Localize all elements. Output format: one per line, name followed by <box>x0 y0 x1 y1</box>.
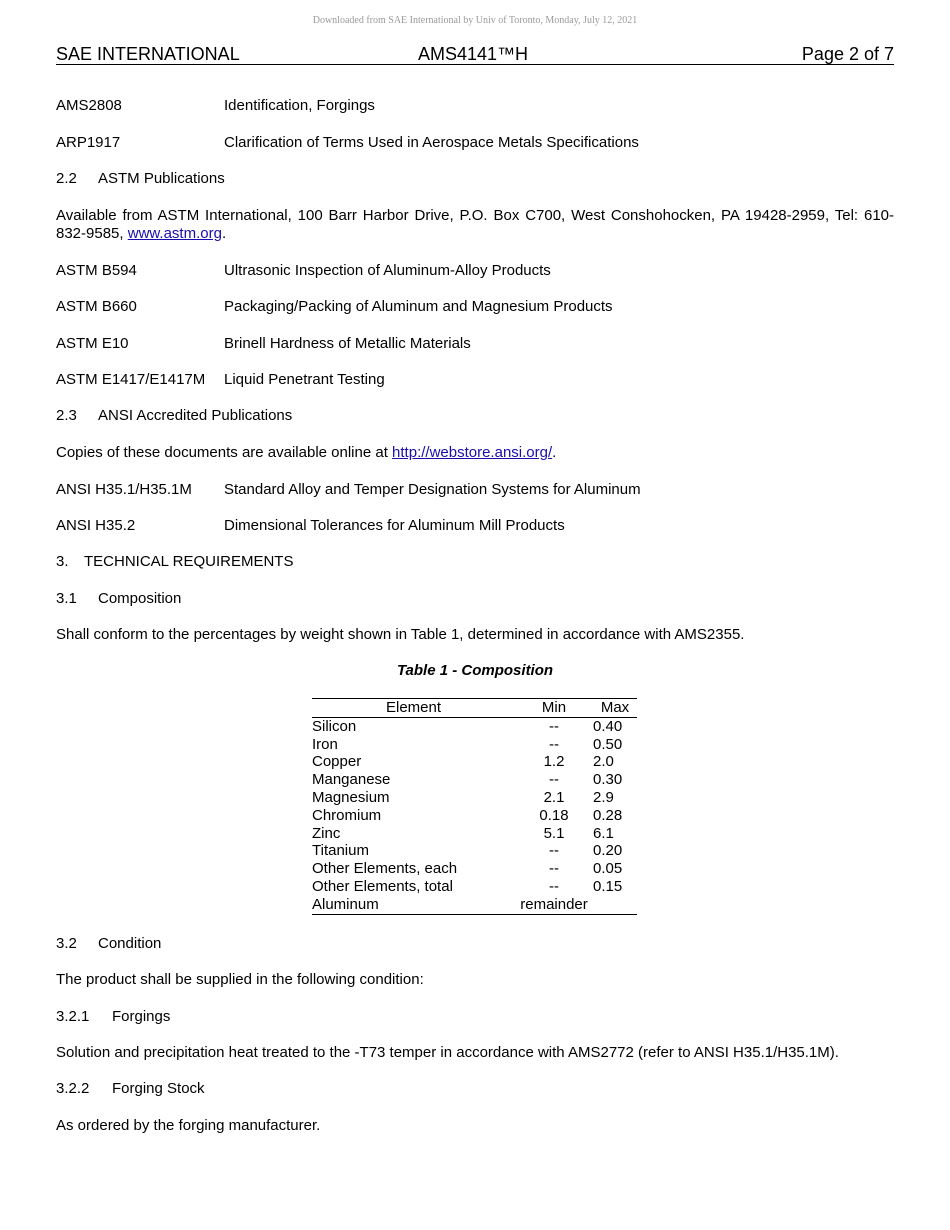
max-cell: 0.50 <box>593 735 623 753</box>
paragraph-text: Copies of these documents are available online at <box>56 444 393 461</box>
max-cell: 0.05 <box>593 860 623 878</box>
reference-row <box>0 298 950 316</box>
element-cell: Copper <box>312 753 362 771</box>
header-max: Max <box>600 699 630 716</box>
astm-availability-paragraph <box>56 207 894 243</box>
section-number: 3. <box>56 553 69 570</box>
max-cell: 2.9 <box>593 788 614 806</box>
min-cell: -- <box>549 842 559 860</box>
header-org: SAE INTERNATIONAL <box>56 44 240 64</box>
element-cell: Other Elements, each <box>312 860 458 878</box>
min-cell: remainder <box>520 895 588 913</box>
element-cell: Manganese <box>312 771 391 789</box>
header-page-number: Page 2 of 7 <box>801 44 894 64</box>
header-element: Element <box>385 699 442 716</box>
reference-code: ASTM B594 <box>56 262 137 279</box>
element-cell: Magnesium <box>312 788 390 806</box>
reference-title: Identification, Forgings <box>224 97 375 114</box>
max-cell: 6.1 <box>593 824 614 842</box>
max-cell: 0.20 <box>593 842 623 860</box>
section-number: 3.2 <box>56 935 77 952</box>
reference-title: Liquid Penetrant Testing <box>224 371 385 388</box>
max-cell <box>593 896 637 914</box>
max-cell: 0.28 <box>593 806 623 824</box>
reference-row <box>0 335 950 353</box>
table-row <box>312 807 637 825</box>
reference-title: Clarification of Terms Used in Aerospace Metals Specifications <box>224 134 639 151</box>
table-header-row <box>312 699 637 718</box>
forging-stock-paragraph: As ordered by the forging manufacturer. <box>56 1117 321 1134</box>
section-title: Forgings <box>112 1008 171 1025</box>
reference-row <box>0 371 950 389</box>
min-cell: -- <box>549 735 559 753</box>
punctuation: . <box>221 225 227 242</box>
reference-code: ASTM B660 <box>56 298 137 315</box>
table-row <box>312 717 637 735</box>
table-row <box>312 771 637 789</box>
section-number: 3.2.2 <box>56 1080 90 1097</box>
element-cell: Iron <box>312 735 338 753</box>
table-row <box>312 753 637 771</box>
reference-title: Ultrasonic Inspection of Aluminum-Alloy Products <box>224 262 551 279</box>
min-cell: 0.18 <box>539 806 569 824</box>
page-header <box>56 44 894 65</box>
min-cell: -- <box>549 860 559 878</box>
section-heading-2-2 <box>56 170 225 188</box>
reference-row <box>0 481 950 499</box>
min-cell: -- <box>549 771 559 789</box>
max-cell: 2.0 <box>593 753 614 771</box>
header-min: Min <box>541 699 567 716</box>
section-heading-3-2-2 <box>56 1080 205 1098</box>
condition-paragraph: The product shall be supplied in the following condition: <box>56 971 424 988</box>
min-cell: -- <box>549 717 559 735</box>
reference-row <box>0 517 950 535</box>
table-row <box>312 825 637 843</box>
reference-row <box>0 134 950 152</box>
table-row <box>312 789 637 807</box>
element-cell: Other Elements, total <box>312 877 453 895</box>
table-row <box>312 842 637 860</box>
composition-table <box>312 698 637 915</box>
section-heading-2-3 <box>56 407 292 425</box>
max-cell: 0.15 <box>593 877 623 895</box>
min-cell: 2.1 <box>543 788 565 806</box>
max-cell: 0.30 <box>593 771 623 789</box>
section-title: ASTM Publications <box>98 170 225 187</box>
section-title: ANSI Accredited Publications <box>98 407 293 424</box>
reference-row <box>0 97 950 115</box>
reference-code: AMS2808 <box>56 97 122 114</box>
reference-row <box>0 262 950 280</box>
ansi-webstore-link[interactable]: http://webstore.ansi.org/ <box>392 444 553 461</box>
reference-code: ARP1917 <box>56 134 121 151</box>
table-row <box>312 736 637 754</box>
section-number: 3.2.1 <box>56 1008 90 1025</box>
element-cell: Aluminum <box>312 895 379 913</box>
max-cell: 0.40 <box>593 717 623 735</box>
table-row <box>312 896 637 914</box>
min-cell: -- <box>549 877 559 895</box>
min-cell: 1.2 <box>543 753 565 771</box>
reference-title: Standard Alloy and Temper Designation Systems for Aluminum <box>224 481 641 498</box>
element-cell: Zinc <box>312 824 341 842</box>
table-row <box>312 878 637 896</box>
ansi-availability-paragraph <box>56 444 556 462</box>
section-title: TECHNICAL REQUIREMENTS <box>84 553 294 570</box>
reference-title: Brinell Hardness of Metallic Materials <box>224 335 471 352</box>
min-cell: 5.1 <box>543 824 565 842</box>
section-title: Condition <box>98 935 162 952</box>
forgings-paragraph: Solution and precipitation heat treated to the -T73 temper in accordance with AMS2772 (refer to ANSI H35.1/H35.1M). <box>56 1044 839 1061</box>
table-row <box>312 860 637 878</box>
astm-website-link[interactable]: www.astm.org <box>127 225 222 242</box>
header-doc-id: AMS4141™H <box>418 44 529 64</box>
reference-code: ANSI H35.1/H35.1M <box>56 481 192 498</box>
reference-code: ASTM E1417/E1417M <box>56 371 206 388</box>
section-heading-3-1 <box>56 590 181 608</box>
punctuation: . <box>552 444 557 461</box>
element-cell: Titanium <box>312 842 369 860</box>
section-heading-3-2 <box>56 935 161 953</box>
section-heading-3 <box>56 553 293 571</box>
reference-title: Packaging/Packing of Aluminum and Magnesium Products <box>224 298 613 315</box>
section-heading-3-2-1 <box>56 1008 170 1026</box>
reference-title: Dimensional Tolerances for Aluminum Mill Products <box>224 517 565 534</box>
section-number: 3.1 <box>56 590 77 607</box>
paragraph-text: Available from ASTM International, 100 Barr Harbor Drive, P.O. Box C700, West Conshohocken, PA 19428-2959, Tel: 610-832-9585, <box>56 207 894 242</box>
table-caption: Table 1 - Composition <box>396 662 554 679</box>
composition-paragraph: Shall conform to the percentages by weight shown in Table 1, determined in accordance with AMS2355. <box>56 626 745 643</box>
section-title: Composition <box>98 590 182 607</box>
reference-code: ASTM E10 <box>56 335 129 352</box>
element-cell: Silicon <box>312 717 357 735</box>
section-number: 2.2 <box>56 170 77 187</box>
section-title: Forging Stock <box>112 1080 205 1097</box>
download-watermark: Downloaded from SAE International by Univ of Toronto, Monday, July 12, 2021 <box>312 15 638 26</box>
reference-code: ANSI H35.2 <box>56 517 136 534</box>
element-cell: Chromium <box>312 806 382 824</box>
section-number: 2.3 <box>56 407 77 424</box>
